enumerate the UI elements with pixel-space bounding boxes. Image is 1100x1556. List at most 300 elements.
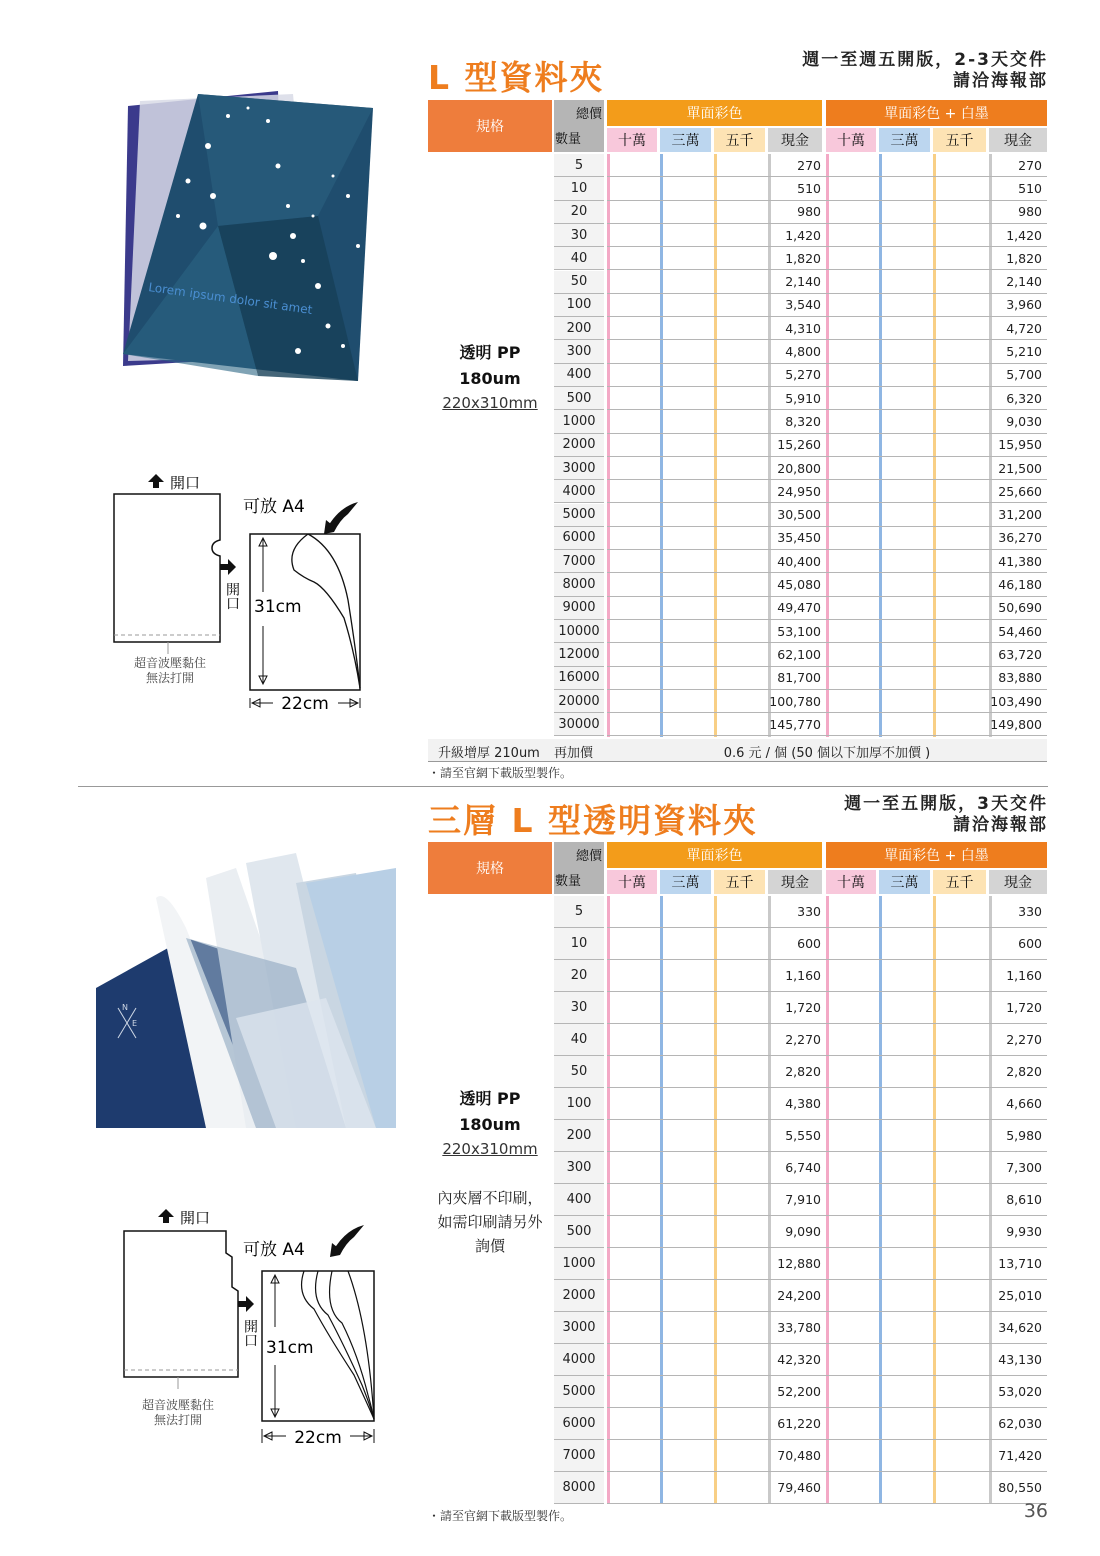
- table-row-price-color-white: 5,980: [989, 1120, 1047, 1152]
- table-row-price-color-white: 980: [989, 201, 1047, 224]
- table-row-empty-cell: [607, 597, 660, 620]
- table-header-diagonal: [554, 100, 604, 152]
- table-row-empty-cell: [714, 960, 768, 992]
- table-row-empty-cell: [607, 896, 660, 928]
- table-row-empty-cell: [714, 504, 768, 527]
- table-row-price-color-white: 43,130: [989, 1344, 1047, 1376]
- table-row-empty-cell: [879, 527, 933, 550]
- table-subheader: 十萬: [826, 128, 876, 152]
- table-row-price-color-white: 1,720: [989, 992, 1047, 1024]
- table-row-empty-cell: [933, 992, 989, 1024]
- table-row-empty-cell: [933, 1024, 989, 1056]
- table-row-empty-cell: [826, 410, 879, 433]
- table-row-price-color-white: 9,930: [989, 1216, 1047, 1248]
- table-row-empty-cell: [607, 1312, 660, 1344]
- table-row-empty-cell: [660, 317, 714, 340]
- table-row-price-color-white: 5,700: [989, 364, 1047, 387]
- table-row-price-color: 52,200: [768, 1376, 826, 1408]
- spec-thickness: 180um: [459, 369, 521, 388]
- table-subheader: 現金: [989, 128, 1047, 152]
- table-row-empty-cell: [660, 434, 714, 457]
- table-row-empty-cell: [660, 294, 714, 317]
- table-row-empty-cell: [714, 387, 768, 410]
- table-row-price-color-white: 5,210: [989, 340, 1047, 363]
- table-row-empty-cell: [714, 1120, 768, 1152]
- table-spec-block: [428, 1086, 552, 1258]
- table-row-empty-cell: [933, 201, 989, 224]
- table-row-empty-cell: [879, 896, 933, 928]
- table-row-empty-cell: [607, 643, 660, 666]
- table-row-price-color-white: 71,420: [989, 1440, 1047, 1472]
- table-row-price-color: 62,100: [768, 643, 826, 666]
- table-row-price-color: 145,770: [768, 713, 826, 736]
- table-row-empty-cell: [826, 1152, 879, 1184]
- table-header-spec: 規格: [428, 842, 552, 894]
- table-row-price-color-white: 510: [989, 177, 1047, 200]
- table-row-price-color-white: 3,960: [989, 294, 1047, 317]
- table-row-empty-cell: [933, 504, 989, 527]
- table-row-empty-cell: [826, 620, 879, 643]
- table-row-price-color-white: 9,030: [989, 410, 1047, 433]
- table-row-empty-cell: [607, 1216, 660, 1248]
- table-row-empty-cell: [714, 597, 768, 620]
- table-row-empty-cell: [879, 1408, 933, 1440]
- table-row-empty-cell: [933, 713, 989, 736]
- spec-material: 透明 PP: [459, 1089, 521, 1108]
- table-subheader: 十萬: [607, 128, 657, 152]
- table-row-empty-cell: [607, 434, 660, 457]
- table-row-empty-cell: [607, 224, 660, 247]
- table-row-empty-cell: [826, 1056, 879, 1088]
- up-arrow-icon: [158, 1209, 174, 1223]
- table-row-empty-cell: [933, 1056, 989, 1088]
- table-row-empty-cell: [933, 1376, 989, 1408]
- table-row-quantity: 2000: [554, 1280, 604, 1312]
- table-row-empty-cell: [879, 1344, 933, 1376]
- table-row-empty-cell: [826, 1376, 879, 1408]
- table-row-price-color-white: 63,720: [989, 643, 1047, 666]
- table-row-empty-cell: [714, 928, 768, 960]
- table-subheader: 三萬: [879, 870, 930, 894]
- table-row-price-color-white: 7,300: [989, 1152, 1047, 1184]
- table-row-quantity: 200: [554, 317, 604, 340]
- table-row-empty-cell: [879, 1280, 933, 1312]
- table-row-quantity: 7000: [554, 1440, 604, 1472]
- table-row-empty-cell: [660, 1280, 714, 1312]
- table-row-quantity: 100: [554, 1088, 604, 1120]
- table-row-empty-cell: [660, 690, 714, 713]
- upgrade-price-label: 再加價: [554, 745, 594, 761]
- table-row-empty-cell: [607, 1248, 660, 1280]
- table-row-empty-cell: [933, 1248, 989, 1280]
- section-divider: [78, 786, 1048, 787]
- table-row-empty-cell: [879, 504, 933, 527]
- table-subheader: 十萬: [607, 870, 657, 894]
- table-group-color-white-ink: 單面彩色 + 白墨: [826, 100, 1047, 126]
- spec-note-line3: 詢價: [474, 1237, 505, 1255]
- curved-arrow-icon: [324, 502, 358, 534]
- table-row-empty-cell: [660, 1344, 714, 1376]
- table-row-quantity: 500: [554, 387, 604, 410]
- table-row-empty-cell: [826, 271, 879, 294]
- table-row-quantity: 8000: [554, 1472, 604, 1504]
- table-row-empty-cell: [660, 1184, 714, 1216]
- table-row-price-color-white: 600: [989, 928, 1047, 960]
- table-row-empty-cell: [879, 271, 933, 294]
- table-row-price-color: 15,260: [768, 434, 826, 457]
- table-row-empty-cell: [660, 154, 714, 177]
- table-row-empty-cell: [879, 1472, 933, 1504]
- table-row-price-color: 2,140: [768, 271, 826, 294]
- table-row-empty-cell: [826, 247, 879, 270]
- table-row-empty-cell: [826, 992, 879, 1024]
- table-subheader: 五千: [933, 128, 986, 152]
- table-row-price-color: 270: [768, 154, 826, 177]
- table-subheader: 五千: [714, 870, 765, 894]
- table-row-price-color: 600: [768, 928, 826, 960]
- table-row-empty-cell: [933, 1280, 989, 1312]
- table-row-price-color: 3,540: [768, 294, 826, 317]
- page-number: 36: [1023, 1500, 1048, 1522]
- table-row-price-color: 1,160: [768, 960, 826, 992]
- table-row-empty-cell: [879, 643, 933, 666]
- section1-title: L 型資料夾: [428, 58, 605, 97]
- table-row-empty-cell: [660, 960, 714, 992]
- table-row-empty-cell: [660, 550, 714, 573]
- table-row-quantity: 400: [554, 364, 604, 387]
- table-row-quantity: 9000: [554, 597, 604, 620]
- table-row-empty-cell: [826, 597, 879, 620]
- table-row-empty-cell: [879, 387, 933, 410]
- table-header-total-price: 總價: [575, 849, 602, 864]
- table-row-empty-cell: [879, 620, 933, 643]
- table-row-empty-cell: [607, 667, 660, 690]
- table-row-empty-cell: [660, 177, 714, 200]
- table-row-quantity: 20: [554, 960, 604, 992]
- table-row-empty-cell: [607, 271, 660, 294]
- spec-size: 220x310mm: [442, 1140, 538, 1158]
- table-row-price-color-white: 80,550: [989, 1472, 1047, 1504]
- table-row-price-color: 81,700: [768, 667, 826, 690]
- curved-arrow-icon: [330, 1225, 364, 1257]
- table-row-empty-cell: [933, 1152, 989, 1184]
- table-row-empty-cell: [826, 154, 879, 177]
- table-row-empty-cell: [607, 1056, 660, 1088]
- table-row-empty-cell: [879, 1248, 933, 1280]
- table-row-empty-cell: [826, 1472, 879, 1504]
- table-row-empty-cell: [607, 177, 660, 200]
- section2-schedule-line2: 請洽海報部: [953, 815, 1048, 835]
- upgrade-price: 0.6 元 / 個 (50 個以下加厚不加價 ): [723, 745, 931, 761]
- table-row-empty-cell: [660, 1472, 714, 1504]
- table-row-price-color: 40,400: [768, 550, 826, 573]
- table-row-price-color: 8,320: [768, 410, 826, 433]
- three-layer-folder-diagram: [118, 1205, 388, 1455]
- table-row-empty-cell: [879, 550, 933, 573]
- table-row-empty-cell: [660, 1408, 714, 1440]
- table-row-empty-cell: [879, 1184, 933, 1216]
- product-print-text: Lorem ipsum dolor sit amet: [147, 280, 314, 317]
- table-row-empty-cell: [933, 960, 989, 992]
- table-row-empty-cell: [933, 1088, 989, 1120]
- table-subheader: 三萬: [660, 870, 711, 894]
- table-row-empty-cell: [879, 1312, 933, 1344]
- table-row-quantity: 40: [554, 247, 604, 270]
- table-row-empty-cell: [607, 690, 660, 713]
- table-row-empty-cell: [660, 667, 714, 690]
- height-label: 31cm: [266, 1338, 314, 1358]
- table-row-empty-cell: [933, 1472, 989, 1504]
- table-row-empty-cell: [933, 177, 989, 200]
- table-row-empty-cell: [879, 573, 933, 596]
- table-row-quantity: 300: [554, 1152, 604, 1184]
- table-row-price-color-white: 270: [989, 154, 1047, 177]
- section1-note: ・請至官網下載版型製作。: [428, 766, 573, 780]
- table-row-empty-cell: [607, 294, 660, 317]
- table-row-quantity: 5: [554, 896, 604, 928]
- table-row-empty-cell: [714, 690, 768, 713]
- table-row-empty-cell: [607, 573, 660, 596]
- seal-label-line2: 無法打開: [145, 671, 195, 685]
- table-row-empty-cell: [933, 690, 989, 713]
- table-row-price-color: 2,820: [768, 1056, 826, 1088]
- table-row-empty-cell: [714, 247, 768, 270]
- table-row-quantity: 7000: [554, 550, 604, 573]
- table-row-price-color: 5,910: [768, 387, 826, 410]
- table-row-price-color: 1,420: [768, 224, 826, 247]
- table-row-empty-cell: [879, 1376, 933, 1408]
- table-row-quantity: 10000: [554, 620, 604, 643]
- upgrade-label: 升級增厚 210um: [438, 745, 540, 761]
- table-row-empty-cell: [607, 1440, 660, 1472]
- table-row-price-color: 24,200: [768, 1280, 826, 1312]
- table-row-quantity: 4000: [554, 1344, 604, 1376]
- table-row-empty-cell: [826, 1440, 879, 1472]
- table-row-price-color-white: 36,270: [989, 527, 1047, 550]
- table-row-empty-cell: [660, 1152, 714, 1184]
- table-row-empty-cell: [826, 457, 879, 480]
- table-row-empty-cell: [826, 201, 879, 224]
- table-row-empty-cell: [879, 713, 933, 736]
- table-row-empty-cell: [660, 504, 714, 527]
- table-row-empty-cell: [933, 597, 989, 620]
- table-row-empty-cell: [826, 317, 879, 340]
- table-row-quantity: 10: [554, 928, 604, 960]
- table-row-empty-cell: [660, 1120, 714, 1152]
- table-row-empty-cell: [607, 713, 660, 736]
- table-row-empty-cell: [714, 527, 768, 550]
- table-row-empty-cell: [826, 1088, 879, 1120]
- table-row-empty-cell: [879, 1088, 933, 1120]
- table-subheader: 現金: [768, 128, 822, 152]
- table-row-empty-cell: [879, 1120, 933, 1152]
- table-row-empty-cell: [933, 457, 989, 480]
- table-row-price-color: 53,100: [768, 620, 826, 643]
- upgrade-row: [428, 739, 1047, 762]
- table-row-price-color-white: 21,500: [989, 457, 1047, 480]
- opening-top-label: 開口: [170, 474, 201, 492]
- table-row-empty-cell: [826, 928, 879, 960]
- table-row-empty-cell: [826, 1184, 879, 1216]
- table-row-price-color-white: 103,490: [989, 690, 1047, 713]
- table-row-price-color: 33,780: [768, 1312, 826, 1344]
- table-row-empty-cell: [607, 928, 660, 960]
- table-row-empty-cell: [714, 1184, 768, 1216]
- table-row-quantity: 10: [554, 177, 604, 200]
- table-row-empty-cell: [933, 928, 989, 960]
- table-subheader: 五千: [933, 870, 986, 894]
- table-row-quantity: 400: [554, 1184, 604, 1216]
- table-row-empty-cell: [826, 667, 879, 690]
- section1-schedule-line1: 週一至週五開版，2-3天交件: [802, 50, 1048, 70]
- table-row-empty-cell: [933, 434, 989, 457]
- table-row-empty-cell: [826, 690, 879, 713]
- table-row-empty-cell: [660, 620, 714, 643]
- table-row-empty-cell: [607, 201, 660, 224]
- table-row-empty-cell: [826, 1248, 879, 1280]
- table-row-empty-cell: [660, 1440, 714, 1472]
- table-row-empty-cell: [933, 224, 989, 247]
- table-row-price-color: 42,320: [768, 1344, 826, 1376]
- table-row-price-color-white: 41,380: [989, 550, 1047, 573]
- svg-text:N: N: [122, 1003, 128, 1012]
- table-row-empty-cell: [607, 1152, 660, 1184]
- table-row-empty-cell: [933, 410, 989, 433]
- table-row-empty-cell: [933, 154, 989, 177]
- table-row-price-color: 1,720: [768, 992, 826, 1024]
- table-header-quantity: 數量: [555, 132, 582, 147]
- table-row-price-color-white: 62,030: [989, 1408, 1047, 1440]
- table-row-empty-cell: [660, 247, 714, 270]
- table-row-empty-cell: [879, 177, 933, 200]
- table-row-empty-cell: [714, 317, 768, 340]
- table-row-empty-cell: [607, 550, 660, 573]
- table-group-single-color: 單面彩色: [607, 842, 822, 868]
- table-row-empty-cell: [607, 527, 660, 550]
- table-row-empty-cell: [933, 294, 989, 317]
- table-row-price-color-white: 330: [989, 896, 1047, 928]
- table-row-price-color: 4,310: [768, 317, 826, 340]
- table-row-quantity: 20: [554, 201, 604, 224]
- table-row-price-color: 20,800: [768, 457, 826, 480]
- table-row-empty-cell: [826, 1312, 879, 1344]
- table-group-color-white-ink: 單面彩色 + 白墨: [826, 842, 1047, 868]
- table-row-empty-cell: [879, 410, 933, 433]
- table-row-empty-cell: [607, 960, 660, 992]
- table-row-empty-cell: [714, 1408, 768, 1440]
- table-row-quantity: 2000: [554, 434, 604, 457]
- table-row-empty-cell: [933, 387, 989, 410]
- fits-a4-label: 可放 A4: [243, 497, 305, 517]
- spec-size: 220x310mm: [442, 394, 538, 412]
- table-row-price-color: 70,480: [768, 1440, 826, 1472]
- table-row-empty-cell: [933, 364, 989, 387]
- table-row-empty-cell: [826, 177, 879, 200]
- width-label: 22cm: [281, 694, 329, 714]
- table-row-empty-cell: [879, 201, 933, 224]
- table-row-empty-cell: [714, 713, 768, 736]
- section2-price-table: [428, 842, 1047, 1502]
- table-row-empty-cell: [826, 1024, 879, 1056]
- table-row-empty-cell: [714, 1216, 768, 1248]
- table-row-quantity: 16000: [554, 667, 604, 690]
- table-row-empty-cell: [660, 992, 714, 1024]
- table-row-quantity: 8000: [554, 573, 604, 596]
- table-row-price-color-white: 2,140: [989, 271, 1047, 294]
- table-row-empty-cell: [933, 667, 989, 690]
- table-row-empty-cell: [879, 480, 933, 503]
- table-row-price-color: 5,270: [768, 364, 826, 387]
- table-spec-block: [428, 340, 552, 414]
- table-row-empty-cell: [879, 247, 933, 270]
- table-row-empty-cell: [660, 340, 714, 363]
- table-row-price-color-white: 31,200: [989, 504, 1047, 527]
- table-row-empty-cell: [660, 1376, 714, 1408]
- table-row-price-color-white: 4,720: [989, 317, 1047, 340]
- l-folder-product-image: [118, 86, 378, 386]
- table-row-price-color-white: 83,880: [989, 667, 1047, 690]
- table-row-empty-cell: [607, 1376, 660, 1408]
- table-row-empty-cell: [826, 434, 879, 457]
- table-row-empty-cell: [879, 340, 933, 363]
- svg-text:E: E: [132, 1019, 138, 1028]
- table-row-empty-cell: [607, 480, 660, 503]
- table-row-quantity: 30: [554, 992, 604, 1024]
- table-row-price-color-white: 8,610: [989, 1184, 1047, 1216]
- table-row-empty-cell: [714, 1344, 768, 1376]
- table-subheader: 三萬: [879, 128, 930, 152]
- table-row-empty-cell: [660, 597, 714, 620]
- table-row-empty-cell: [826, 294, 879, 317]
- table-row-empty-cell: [879, 1056, 933, 1088]
- table-group-single-color: 單面彩色: [607, 100, 822, 126]
- table-row-empty-cell: [714, 457, 768, 480]
- spec-note: [428, 1186, 552, 1258]
- table-row-empty-cell: [879, 434, 933, 457]
- table-subheader: 現金: [768, 870, 822, 894]
- right-arrow-icon: [238, 1296, 254, 1312]
- table-row-empty-cell: [714, 364, 768, 387]
- table-row-empty-cell: [933, 1120, 989, 1152]
- table-row-empty-cell: [826, 960, 879, 992]
- table-row-empty-cell: [660, 387, 714, 410]
- table-row-empty-cell: [826, 224, 879, 247]
- table-row-price-color: 6,740: [768, 1152, 826, 1184]
- table-row-empty-cell: [826, 387, 879, 410]
- opening-side-label: 開口: [242, 1319, 258, 1347]
- table-row-quantity: 500: [554, 1216, 604, 1248]
- table-row-empty-cell: [714, 1472, 768, 1504]
- table-row-empty-cell: [660, 527, 714, 550]
- table-row-empty-cell: [607, 410, 660, 433]
- table-row-empty-cell: [933, 1344, 989, 1376]
- table-row-empty-cell: [826, 1280, 879, 1312]
- table-row-empty-cell: [826, 1120, 879, 1152]
- table-row-empty-cell: [607, 154, 660, 177]
- table-row-empty-cell: [879, 1216, 933, 1248]
- table-row-empty-cell: [933, 1312, 989, 1344]
- table-row-empty-cell: [660, 1024, 714, 1056]
- table-row-price-color-white: 50,690: [989, 597, 1047, 620]
- section2-title: 三層 L 型透明資料夾: [428, 801, 759, 840]
- table-row-empty-cell: [879, 597, 933, 620]
- table-row-price-color: 5,550: [768, 1120, 826, 1152]
- table-row-empty-cell: [607, 620, 660, 643]
- table-row-quantity: 50: [554, 271, 604, 294]
- table-row-empty-cell: [607, 1280, 660, 1312]
- table-row-empty-cell: [933, 317, 989, 340]
- table-row-quantity: 30: [554, 224, 604, 247]
